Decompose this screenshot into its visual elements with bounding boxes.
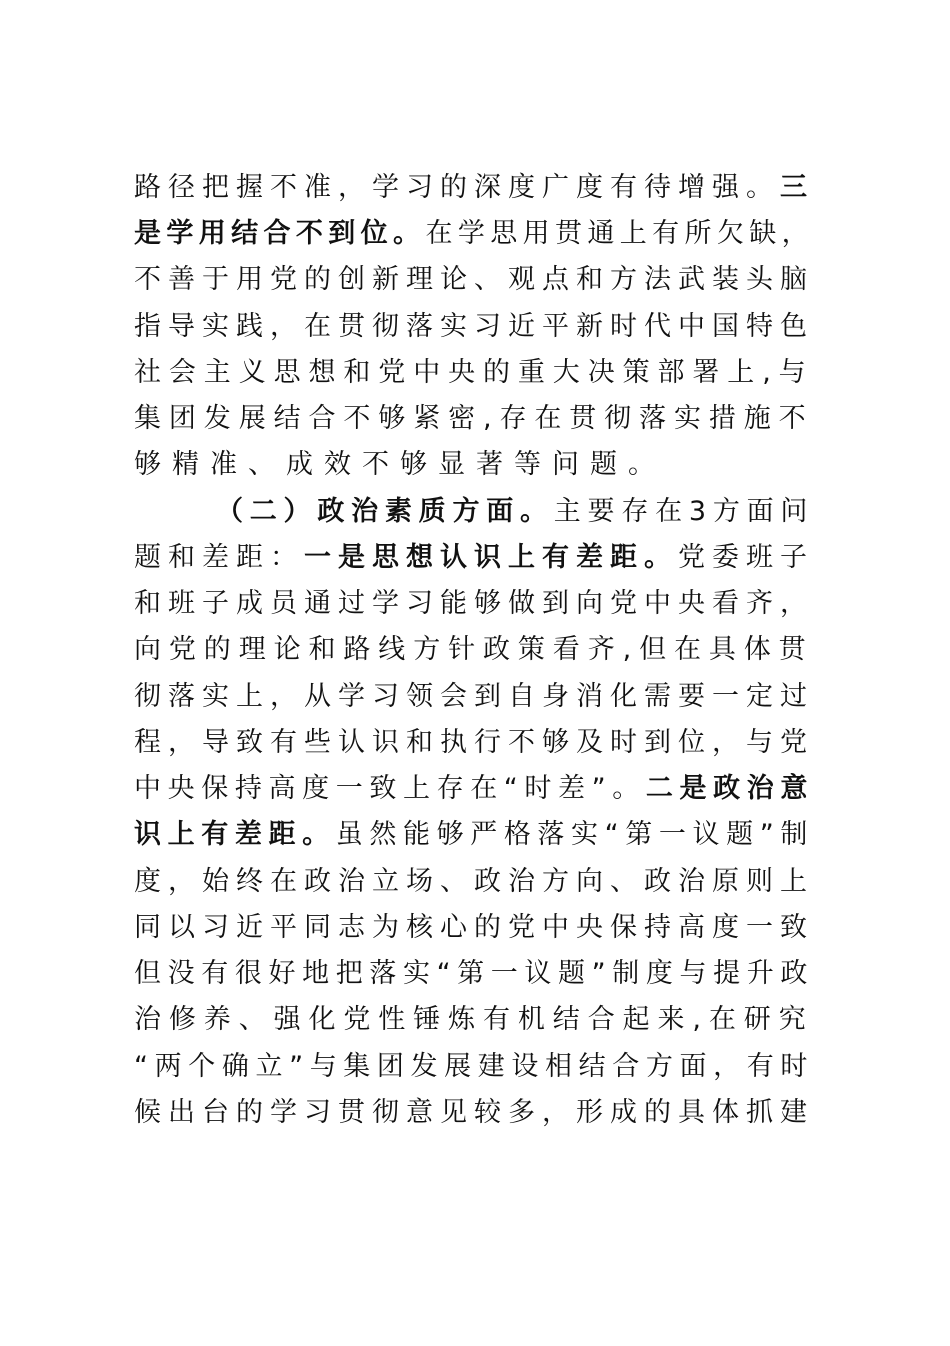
- text-run: 治修养、强化党性锤炼有机结合起来,在研究: [134, 1004, 814, 1035]
- text-line: [134, 401, 814, 437]
- text-line: [134, 309, 814, 345]
- text-line: [134, 817, 814, 853]
- text-run: 党委班子: [678, 542, 814, 573]
- text-run: “两个确立”与集团发展建设相结合方面，有时: [134, 1051, 814, 1082]
- text-run: 虽然能够严格落实“第一议题”制: [335, 819, 814, 850]
- text-line: [134, 262, 814, 298]
- text-run: 和班子成员通过学习能够做到向党中央看齐，: [134, 588, 814, 619]
- text-run: 题和差距：: [134, 542, 304, 573]
- text-run: 在学思用贯通上有所欠缺，: [425, 218, 815, 249]
- text-run: 路径把握不准，学习的深度广度有待增强。: [134, 172, 780, 203]
- text-run: 程，导致有些认识和执行不够及时到位，与党: [134, 727, 814, 758]
- text-run: 度，始终在政治立场、政治方向、政治原则上: [134, 866, 814, 897]
- bold-text-run: 一是思想认识上有差距。: [304, 542, 678, 573]
- text-line: [134, 540, 814, 576]
- text-line: [134, 956, 814, 992]
- text-run: 向党的理论和路线方针政策看齐,但在具体贯: [134, 634, 814, 665]
- text-line: [134, 1049, 814, 1085]
- text-line: [134, 355, 814, 391]
- text-run: 不善于用党的创新理论、观点和方法武装头脑: [134, 264, 814, 295]
- text-line: [134, 771, 814, 807]
- text-run: 同以习近平同志为核心的党中央保持高度一致: [134, 912, 814, 943]
- text-run: 但没有很好地把落实“第一议题”制度与提升政: [134, 958, 814, 989]
- text-line: [134, 216, 814, 252]
- text-line: [134, 725, 814, 761]
- text-run: 够精准、成效不够显著等问题。: [134, 449, 666, 480]
- text-run: 主要存在3方面问: [553, 496, 815, 527]
- bold-text-run: 二是政治意: [645, 773, 814, 804]
- text-line: [216, 494, 814, 530]
- text-line: [134, 910, 814, 946]
- bold-text-run: 三: [780, 172, 814, 203]
- text-run: 彻落实上，从学习领会到自身消化需要一定过: [134, 681, 814, 712]
- text-run: 中央保持高度一致上存在“时差”。: [134, 773, 646, 804]
- text-line: [134, 632, 814, 668]
- text-run: 候出台的学习贯彻意见较多，形成的具体抓建: [134, 1097, 814, 1128]
- text-run: 集团发展结合不够紧密,存在贯彻落实措施不: [134, 403, 814, 434]
- bold-text-run: 识上有差距。: [134, 819, 336, 850]
- bold-text-run: （二）政治素质方面。: [216, 496, 554, 527]
- text-line: [134, 170, 814, 206]
- text-line: [134, 447, 666, 483]
- text-line: [134, 679, 814, 715]
- text-line: [134, 1002, 814, 1038]
- text-run: 社会主义思想和党中央的重大决策部署上,与: [134, 357, 814, 388]
- bold-text-run: 是学用结合不到位。: [134, 218, 426, 249]
- text-line: [134, 1095, 814, 1131]
- text-line: [134, 586, 814, 622]
- text-line: [134, 864, 814, 900]
- text-run: 指导实践，在贯彻落实习近平新时代中国特色: [134, 311, 814, 342]
